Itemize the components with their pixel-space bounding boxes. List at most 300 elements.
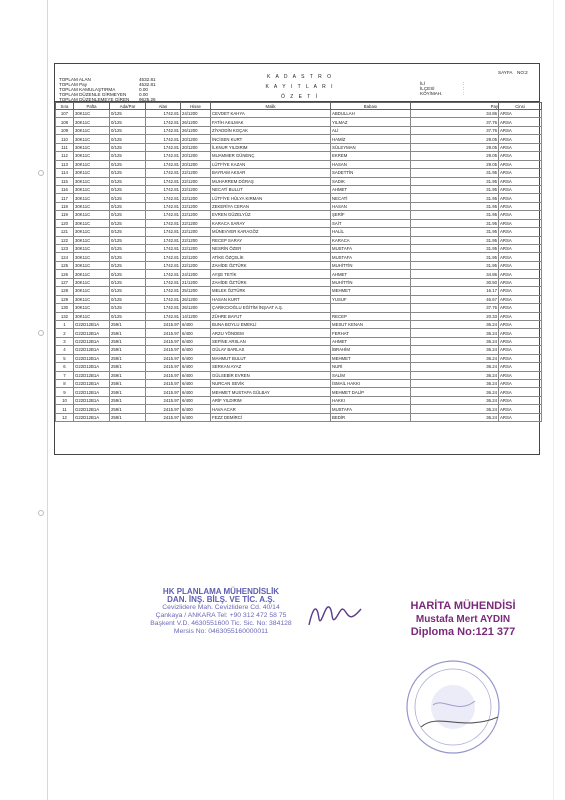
cell-area: 1742.81 bbox=[146, 185, 181, 193]
cell-father: HAMİZ bbox=[331, 135, 411, 143]
cell-parcel: 0/125 bbox=[110, 236, 146, 244]
cell-sheet: 30K11C bbox=[74, 211, 110, 219]
cell-area: 1742.81 bbox=[146, 312, 181, 320]
cell-share: 22/1200 bbox=[181, 236, 211, 244]
cell-area: 1742.81 bbox=[146, 295, 181, 303]
cell-owner: CEVDET KAHYA bbox=[211, 110, 331, 118]
cell-parcel: 0/125 bbox=[110, 261, 146, 269]
engineer-diploma: Diploma No:121 377 bbox=[410, 626, 516, 638]
cell-father: MEHMET bbox=[331, 287, 411, 295]
cell-father: MEHMET bbox=[331, 354, 411, 362]
engineer-title: HARİTA MÜHENDİSİ bbox=[410, 600, 516, 612]
sheet-header: TOPLAM ALAN TOPLAM Pay TOPLAM KAMULAŞTIRMA TOPLAM DÜZENLE GİRMEYEN TOPLAM DÜZENLEMEYE GİREN 4532.81 4532.81 0.00 0.00 9625.26 K A D A S T R O K A Y I T L A R I Ö Z E T İ İLİ İLÇESİ KÖY/MAH. : : : SAYFA NO:2 bbox=[55, 64, 539, 102]
cell-sheet: 30K11C bbox=[74, 312, 110, 320]
cell-owner: MÜNEVVER KARAGÖZ bbox=[211, 228, 331, 236]
cell-no: 120 bbox=[56, 219, 74, 227]
cell-father: MUSTAFA bbox=[331, 405, 411, 413]
cell-share: 22/1200 bbox=[181, 177, 211, 185]
cell-sheet: 30K11C bbox=[74, 278, 110, 286]
cell-share: 6/400 bbox=[181, 337, 211, 345]
column-header: Babası bbox=[331, 103, 411, 110]
cell-type: ARSA bbox=[499, 388, 542, 396]
cell-no: 125 bbox=[56, 261, 74, 269]
cell-parcel: 0/125 bbox=[110, 126, 146, 134]
page-edge-line bbox=[553, 0, 554, 800]
cell-share: 6/400 bbox=[181, 354, 211, 362]
cell-parcel: 0/125 bbox=[110, 211, 146, 219]
cell-share: 20/1200 bbox=[181, 152, 211, 160]
cell-share: 6/400 bbox=[181, 413, 211, 421]
company-stamp bbox=[126, 588, 316, 636]
cell-owner: ARİF YILDIRIM bbox=[211, 396, 331, 404]
cell-owner: SERKAN AYAZ bbox=[211, 363, 331, 371]
cell-owner: İNCİSEN KURT bbox=[211, 135, 331, 143]
table-row bbox=[56, 329, 542, 337]
cadastre-sheet bbox=[54, 63, 540, 455]
cell-area: 1742.81 bbox=[146, 211, 181, 219]
cell-share: 22/1200 bbox=[181, 219, 211, 227]
cell-father: RECEP bbox=[331, 312, 411, 320]
cell-type: ARSA bbox=[499, 135, 542, 143]
cell-portion: 36.24 bbox=[411, 346, 499, 354]
cell-portion: 36.24 bbox=[411, 388, 499, 396]
cell-parcel: 0/125 bbox=[110, 177, 146, 185]
cell-owner: BUNA BOYLU EMEKLİ bbox=[211, 320, 331, 328]
cell-no: 110 bbox=[56, 135, 74, 143]
cell-share: 6/400 bbox=[181, 405, 211, 413]
cell-portion: 46.67 bbox=[411, 295, 499, 303]
cell-parcel: 0/125 bbox=[110, 143, 146, 151]
cell-share: 22/1200 bbox=[181, 261, 211, 269]
table-row bbox=[56, 160, 542, 168]
cell-father: EKREM bbox=[331, 152, 411, 160]
cell-father: SAİT bbox=[331, 219, 411, 227]
table-row bbox=[56, 202, 542, 210]
cell-portion: 31.95 bbox=[411, 202, 499, 210]
cell-sheet: 30K11C bbox=[74, 152, 110, 160]
cell-no: 112 bbox=[56, 152, 74, 160]
table-row bbox=[56, 194, 542, 202]
summary-label: TOPLAM Pay bbox=[59, 82, 87, 87]
cell-sheet: 30K11C bbox=[74, 295, 110, 303]
cell-parcel: 0/125 bbox=[110, 118, 146, 126]
cell-parcel: 0/125 bbox=[110, 194, 146, 202]
punch-hole bbox=[38, 510, 44, 516]
cell-owner: MUAMMER GÜNENÇ bbox=[211, 152, 331, 160]
cell-owner: NURCAN SEVİK bbox=[211, 380, 331, 388]
table-row bbox=[56, 413, 542, 421]
summary-label: TOPLAM KAMULAŞTIRMA bbox=[59, 87, 116, 92]
cell-no: 11 bbox=[56, 405, 74, 413]
cell-owner: RECEP SARAY bbox=[211, 236, 331, 244]
cell-portion: 29.05 bbox=[411, 160, 499, 168]
cell-type: ARSA bbox=[499, 380, 542, 388]
cell-portion: 36.24 bbox=[411, 354, 499, 362]
title-line-1: K A D A S T R O bbox=[267, 74, 333, 80]
cell-area: 2415.97 bbox=[146, 405, 181, 413]
cell-area: 2415.97 bbox=[146, 346, 181, 354]
cell-owner: ZAHİDE ÖZTÜRK bbox=[211, 261, 331, 269]
company-phone: Çankaya / ANKARA Tel: +90 312 472 58 75 bbox=[155, 612, 287, 619]
cell-owner: ATİKE ÖZÇELİK bbox=[211, 253, 331, 261]
table-row bbox=[56, 245, 542, 253]
cell-portion: 31.95 bbox=[411, 169, 499, 177]
cell-portion: 36.24 bbox=[411, 337, 499, 345]
right-label: KÖY/MAH. bbox=[420, 91, 443, 96]
cell-share: 20/1200 bbox=[181, 135, 211, 143]
cell-father: YILMAZ bbox=[331, 118, 411, 126]
cell-type: ARSA bbox=[499, 194, 542, 202]
cell-share: 20/1200 bbox=[181, 160, 211, 168]
company-mersis: Mersis No: 0463055160000011 bbox=[173, 628, 269, 635]
cell-parcel: 259/1 bbox=[110, 396, 146, 404]
cell-share: 6/400 bbox=[181, 396, 211, 404]
cell-father: MUHİTTİN bbox=[331, 261, 411, 269]
table-row bbox=[56, 388, 542, 396]
cell-no: 132 bbox=[56, 312, 74, 320]
cell-area: 1742.81 bbox=[146, 126, 181, 134]
cell-portion: 37.76 bbox=[411, 304, 499, 312]
cell-area: 2415.97 bbox=[146, 320, 181, 328]
cell-portion: 31.95 bbox=[411, 253, 499, 261]
cell-father: SALİM bbox=[331, 371, 411, 379]
cell-sheet: G22D12B1A bbox=[74, 388, 110, 396]
cell-no: 113 bbox=[56, 160, 74, 168]
page-label: SAYFA bbox=[498, 70, 513, 75]
cell-portion: 31.95 bbox=[411, 245, 499, 253]
table-row bbox=[56, 236, 542, 244]
cell-type: ARSA bbox=[499, 320, 542, 328]
cell-parcel: 0/125 bbox=[110, 185, 146, 193]
cell-share: 6/400 bbox=[181, 346, 211, 354]
cell-father: İSMAİL HAKKI bbox=[331, 380, 411, 388]
cell-type: ARSA bbox=[499, 228, 542, 236]
cell-type: ARSA bbox=[499, 169, 542, 177]
cell-sheet: G22D12B1A bbox=[74, 363, 110, 371]
cell-owner: ZİYADDİN KOÇAK bbox=[211, 126, 331, 134]
cell-owner: FATİH AKILMAK bbox=[211, 118, 331, 126]
cell-share: 22/1200 bbox=[181, 194, 211, 202]
cell-type: ARSA bbox=[499, 405, 542, 413]
cell-parcel: 259/1 bbox=[110, 388, 146, 396]
table-row bbox=[56, 295, 542, 303]
cell-type: ARSA bbox=[499, 236, 542, 244]
cell-parcel: 0/125 bbox=[110, 304, 146, 312]
cell-share: 22/1200 bbox=[181, 202, 211, 210]
cell-sheet: G22D12B1A bbox=[74, 346, 110, 354]
cell-area: 1742.81 bbox=[146, 118, 181, 126]
summary-value: 0.00 bbox=[139, 87, 148, 92]
summary-value: 4532.81 bbox=[139, 82, 156, 87]
cell-owner: NECATİ BULUT bbox=[211, 185, 331, 193]
cell-share: 26/1200 bbox=[181, 304, 211, 312]
cell-portion: 34.86 bbox=[411, 270, 499, 278]
cell-area: 1742.81 bbox=[146, 177, 181, 185]
table-row bbox=[56, 270, 542, 278]
cell-share: 6/400 bbox=[181, 363, 211, 371]
cell-father: AHMET bbox=[331, 270, 411, 278]
cell-owner: SEFİNE ARSLAN bbox=[211, 337, 331, 345]
cell-father: MUSTAFA bbox=[331, 253, 411, 261]
records-table bbox=[55, 102, 542, 422]
cell-parcel: 0/125 bbox=[110, 270, 146, 278]
cell-no: 116 bbox=[56, 185, 74, 193]
cell-no: 124 bbox=[56, 253, 74, 261]
cell-sheet: 30K11C bbox=[74, 253, 110, 261]
table-row bbox=[56, 405, 542, 413]
cell-owner: GÜLSEBİR EVREN bbox=[211, 371, 331, 379]
cell-type: ARSA bbox=[499, 185, 542, 193]
cell-no: 12 bbox=[56, 413, 74, 421]
cell-owner: AYŞE TETİK bbox=[211, 270, 331, 278]
cell-sheet: 30K11C bbox=[74, 304, 110, 312]
signature-icon bbox=[305, 597, 365, 629]
table-row bbox=[56, 380, 542, 388]
cell-parcel: 0/125 bbox=[110, 135, 146, 143]
cell-sheet: G22D12B1A bbox=[74, 380, 110, 388]
cell-sheet: G22D12B1A bbox=[74, 413, 110, 421]
table-row bbox=[56, 278, 542, 286]
column-header: Malik bbox=[211, 103, 331, 110]
cell-parcel: 0/125 bbox=[110, 295, 146, 303]
right-label: İLİ bbox=[420, 81, 426, 86]
cell-portion: 31.95 bbox=[411, 219, 499, 227]
cell-sheet: 30K11C bbox=[74, 143, 110, 151]
cell-parcel: 0/125 bbox=[110, 160, 146, 168]
table-row bbox=[56, 177, 542, 185]
cell-father: MEHMET DALİP bbox=[331, 388, 411, 396]
cell-area: 1742.81 bbox=[146, 278, 181, 286]
cell-area: 1742.81 bbox=[146, 110, 181, 118]
table-row bbox=[56, 211, 542, 219]
cell-area: 1742.81 bbox=[146, 143, 181, 151]
cell-parcel: 0/125 bbox=[110, 169, 146, 177]
cell-area: 1742.81 bbox=[146, 219, 181, 227]
cell-sheet: G22D12B1A bbox=[74, 371, 110, 379]
cell-portion: 20.33 bbox=[411, 312, 499, 320]
cell-no: 114 bbox=[56, 169, 74, 177]
table-row bbox=[56, 228, 542, 236]
cell-parcel: 0/125 bbox=[110, 287, 146, 295]
cell-father: ALİ bbox=[331, 126, 411, 134]
cell-father: BEDİR bbox=[331, 413, 411, 421]
cell-owner: NESRİN ÖZER bbox=[211, 245, 331, 253]
table-row bbox=[56, 304, 542, 312]
cell-no: 128 bbox=[56, 287, 74, 295]
cell-no: 108 bbox=[56, 118, 74, 126]
cell-no: 9 bbox=[56, 388, 74, 396]
cell-area: 2415.97 bbox=[146, 413, 181, 421]
cell-parcel: 259/1 bbox=[110, 380, 146, 388]
table-row bbox=[56, 371, 542, 379]
table-row bbox=[56, 185, 542, 193]
cell-type: ARSA bbox=[499, 295, 542, 303]
cell-owner: MAHMUT BULUT bbox=[211, 354, 331, 362]
cell-type: ARSA bbox=[499, 371, 542, 379]
cell-father: MUSTAFA bbox=[331, 245, 411, 253]
cell-parcel: 259/1 bbox=[110, 346, 146, 354]
cell-portion: 34.86 bbox=[411, 110, 499, 118]
cell-sheet: 30K11C bbox=[74, 135, 110, 143]
cell-owner: İLKNUR YILDIRIM bbox=[211, 143, 331, 151]
cell-owner: ARZU YÖNDEM bbox=[211, 329, 331, 337]
cell-type: ARSA bbox=[499, 177, 542, 185]
table-row bbox=[56, 110, 542, 118]
cell-area: 2415.97 bbox=[146, 337, 181, 345]
cell-area: 2415.97 bbox=[146, 329, 181, 337]
cell-portion: 31.95 bbox=[411, 236, 499, 244]
cell-no: 6 bbox=[56, 363, 74, 371]
table-row bbox=[56, 253, 542, 261]
cell-type: ARSA bbox=[499, 329, 542, 337]
punch-hole bbox=[38, 170, 44, 176]
cell-type: ARSA bbox=[499, 110, 542, 118]
cell-area: 1742.81 bbox=[146, 228, 181, 236]
cell-area: 1742.81 bbox=[146, 261, 181, 269]
cell-sheet: G22D12B1A bbox=[74, 337, 110, 345]
cell-share: 6/400 bbox=[181, 380, 211, 388]
title-line-3: Ö Z E T İ bbox=[280, 94, 320, 100]
cell-portion: 36.24 bbox=[411, 363, 499, 371]
cell-no: 111 bbox=[56, 143, 74, 151]
cell-owner: MEHMET MUSTAFA GÜLBAY bbox=[211, 388, 331, 396]
cell-type: ARSA bbox=[499, 304, 542, 312]
cell-no: 7 bbox=[56, 371, 74, 379]
table-row bbox=[56, 312, 542, 320]
cell-parcel: 0/125 bbox=[110, 228, 146, 236]
cell-sheet: G22D12B1A bbox=[74, 405, 110, 413]
cell-share: 6/400 bbox=[181, 329, 211, 337]
cell-parcel: 259/1 bbox=[110, 337, 146, 345]
cell-portion: 36.24 bbox=[411, 329, 499, 337]
cell-portion: 31.95 bbox=[411, 261, 499, 269]
cell-portion: 31.95 bbox=[411, 228, 499, 236]
cell-share: 25/1200 bbox=[181, 287, 211, 295]
cell-no: 8 bbox=[56, 380, 74, 388]
cell-type: ARSA bbox=[499, 270, 542, 278]
cell-owner: ZÜHRE BAYUT bbox=[211, 312, 331, 320]
cell-sheet: 30K11C bbox=[74, 194, 110, 202]
cell-owner: MUHARREM DĞRAŞ bbox=[211, 177, 331, 185]
cell-father: HALİL bbox=[331, 228, 411, 236]
cell-no: 122 bbox=[56, 236, 74, 244]
cell-owner: LÜTFİYE HÜLYA KIRMAN bbox=[211, 194, 331, 202]
cell-parcel: 0/125 bbox=[110, 312, 146, 320]
cell-area: 2415.97 bbox=[146, 380, 181, 388]
cell-owner: EVREN GÜZELYÜZ bbox=[211, 211, 331, 219]
table-row bbox=[56, 287, 542, 295]
cell-parcel: 259/1 bbox=[110, 371, 146, 379]
cell-type: ARSA bbox=[499, 245, 542, 253]
company-type: DAN. İNŞ. BİLŞ. VE TİC. A.Ş. bbox=[167, 595, 275, 604]
cell-sheet: 30K11C bbox=[74, 110, 110, 118]
cell-no: 10 bbox=[56, 396, 74, 404]
cell-father: KARACA bbox=[331, 236, 411, 244]
cell-parcel: 0/125 bbox=[110, 245, 146, 253]
cell-parcel: 259/1 bbox=[110, 320, 146, 328]
cell-owner: KARACA SARAY bbox=[211, 219, 331, 227]
cell-type: ARSA bbox=[499, 253, 542, 261]
cell-no: 127 bbox=[56, 278, 74, 286]
cell-type: ARSA bbox=[499, 202, 542, 210]
cell-sheet: 30K11C bbox=[74, 245, 110, 253]
cell-no: 4 bbox=[56, 346, 74, 354]
cell-share: 6/400 bbox=[181, 371, 211, 379]
cell-type: ARSA bbox=[499, 261, 542, 269]
cell-type: ARSA bbox=[499, 354, 542, 362]
cell-owner: FEZZ DEMİRCİ bbox=[211, 413, 331, 421]
cell-area: 1742.81 bbox=[146, 304, 181, 312]
cell-sheet: G22D12B1A bbox=[74, 329, 110, 337]
cell-father: ŞERİF bbox=[331, 211, 411, 219]
column-header: Pafta bbox=[74, 103, 110, 110]
cell-parcel: 0/125 bbox=[110, 278, 146, 286]
cell-portion: 36.24 bbox=[411, 396, 499, 404]
cell-area: 1742.81 bbox=[146, 160, 181, 168]
cell-share: 20/1200 bbox=[181, 143, 211, 151]
table-row bbox=[56, 396, 542, 404]
cell-sheet: 30K11C bbox=[74, 270, 110, 278]
cell-portion: 31.95 bbox=[411, 185, 499, 193]
company-tax: Başkent V.D. 4630551600 Tic. Sic. No: 384128 bbox=[150, 620, 292, 627]
cell-owner: ZAHİDE ÖZTÜRK bbox=[211, 278, 331, 286]
cell-portion: 36.24 bbox=[411, 320, 499, 328]
cell-father: İBRAHİM bbox=[331, 346, 411, 354]
table-row bbox=[56, 126, 542, 134]
right-label: İLÇESİ bbox=[420, 86, 435, 91]
cell-sheet: 30K11C bbox=[74, 160, 110, 168]
cell-share: 26/1200 bbox=[181, 295, 211, 303]
cell-portion: 30.50 bbox=[411, 278, 499, 286]
cell-father: HASAN bbox=[331, 160, 411, 168]
cell-sheet: 30K11C bbox=[74, 228, 110, 236]
table-row bbox=[56, 337, 542, 345]
cell-parcel: 0/125 bbox=[110, 202, 146, 210]
cell-share: 22/1200 bbox=[181, 185, 211, 193]
summary-label: TOPLAM DÜZENLEMEYE GİREN bbox=[59, 97, 130, 102]
table-row bbox=[56, 363, 542, 371]
cell-no: 3 bbox=[56, 337, 74, 345]
cell-portion: 36.24 bbox=[411, 405, 499, 413]
table-row bbox=[56, 152, 542, 160]
table-row bbox=[56, 261, 542, 269]
column-header: Alan bbox=[146, 103, 181, 110]
cell-type: ARSA bbox=[499, 346, 542, 354]
column-header: Ada/Par bbox=[110, 103, 146, 110]
cell-parcel: 259/1 bbox=[110, 363, 146, 371]
table-row bbox=[56, 219, 542, 227]
table-row bbox=[56, 135, 542, 143]
cell-area: 1742.81 bbox=[146, 253, 181, 261]
cell-sheet: G22D12B1A bbox=[74, 320, 110, 328]
cell-area: 1742.81 bbox=[146, 270, 181, 278]
cell-father: NECATİ bbox=[331, 194, 411, 202]
cell-no: 121 bbox=[56, 228, 74, 236]
cell-portion: 37.76 bbox=[411, 126, 499, 134]
cell-owner: GÜLAY BARLAS bbox=[211, 346, 331, 354]
cell-owner: ZEKERİYA CERAN bbox=[211, 202, 331, 210]
cell-type: ARSA bbox=[499, 363, 542, 371]
cell-no: 117 bbox=[56, 194, 74, 202]
cell-type: ARSA bbox=[499, 126, 542, 134]
engineer-stamp bbox=[393, 600, 533, 639]
cell-parcel: 259/1 bbox=[110, 354, 146, 362]
table-row bbox=[56, 118, 542, 126]
cell-type: ARSA bbox=[499, 312, 542, 320]
cell-no: 115 bbox=[56, 177, 74, 185]
cell-share: 14/1200 bbox=[181, 312, 211, 320]
cell-area: 2415.97 bbox=[146, 363, 181, 371]
